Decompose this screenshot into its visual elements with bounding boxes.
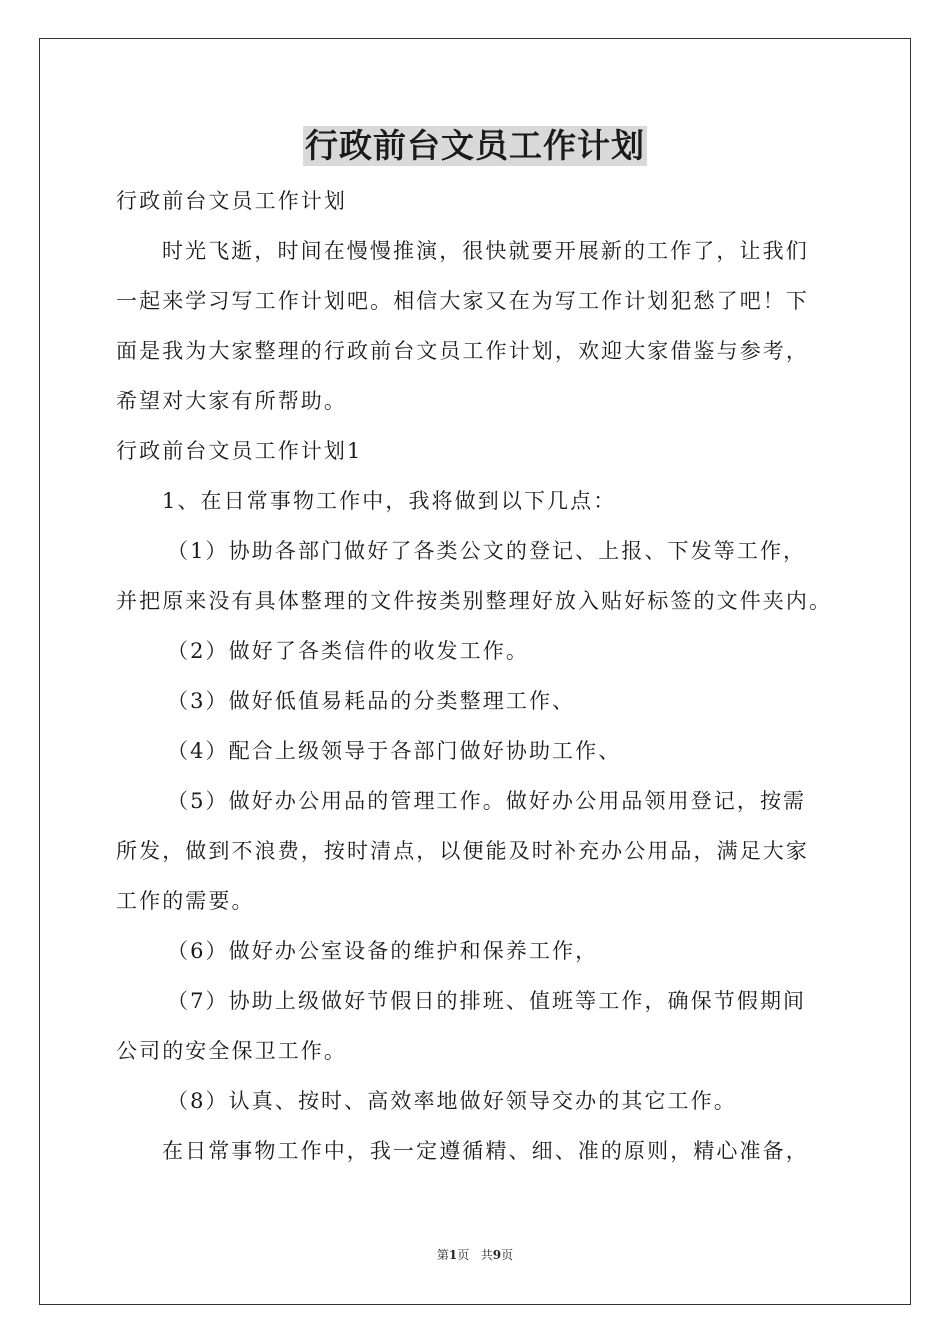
- paragraph-line: 所发，做到不浪费，按时清点，以便能及时补充办公用品，满足大家: [116, 839, 809, 863]
- document-title: 行政前台文员工作计划: [305, 126, 645, 165]
- document-body: [116, 176, 844, 1176]
- list-item: （8）认真、按时、高效率地做好领导交办的其它工作。: [167, 1089, 737, 1113]
- list-item: （4）配合上级领导于各部门做好协助工作、: [167, 739, 622, 763]
- page-footer: [0, 1247, 950, 1263]
- paragraph-line: 时光飞逝，时间在慢慢推演，很快就要开展新的工作了，让我们: [162, 239, 809, 263]
- title-container: [0, 126, 950, 166]
- current-page-number: 1: [448, 1248, 458, 1262]
- paragraph-line: 1、在日常事物工作中，我将做到以下几点：: [162, 489, 617, 513]
- list-item: （3）做好低值易耗品的分类整理工作、: [167, 689, 576, 713]
- subtitle-line: 行政前台文员工作计划: [116, 189, 347, 213]
- paragraph-line: 在日常事物工作中，我一定遵循精、细、准的原则，精心准备，: [162, 1139, 809, 1163]
- list-item: （2）做好了各类信件的收发工作。: [167, 639, 529, 663]
- footer-page-unit: 页: [457, 1248, 470, 1262]
- footer-total-prefix: 共: [480, 1248, 493, 1262]
- footer-total-unit: 页: [501, 1248, 514, 1262]
- paragraph-line: 一起来学习写工作计划吧。相信大家又在为写工作计划犯愁了吧！下: [116, 289, 809, 313]
- paragraph-line: 希望对大家有所帮助。: [116, 389, 347, 413]
- list-item: （1）协助各部门做好了各类公文的登记、上报、下发等工作，: [167, 539, 807, 563]
- paragraph-line: 公司的安全保卫工作。: [116, 1039, 347, 1063]
- footer-prefix: 第: [436, 1248, 449, 1262]
- paragraph-line: 工作的需要。: [116, 889, 255, 913]
- list-item: （5）做好办公用品的管理工作。做好办公用品领用登记，按需: [167, 789, 807, 813]
- total-page-number: 9: [492, 1248, 502, 1262]
- list-item: （6）做好办公室设备的维护和保养工作，: [167, 939, 599, 963]
- list-item: （7）协助上级做好节假日的排班、值班等工作，确保节假期间: [167, 989, 807, 1013]
- paragraph-line: 并把原来没有具体整理的文件按类别整理好放入贴好标签的文件夹内。: [116, 589, 833, 613]
- paragraph-line: 面是我为大家整理的行政前台文员工作计划，欢迎大家借鉴与参考，: [116, 339, 809, 363]
- section-heading: 行政前台文员工作计划1: [116, 439, 363, 463]
